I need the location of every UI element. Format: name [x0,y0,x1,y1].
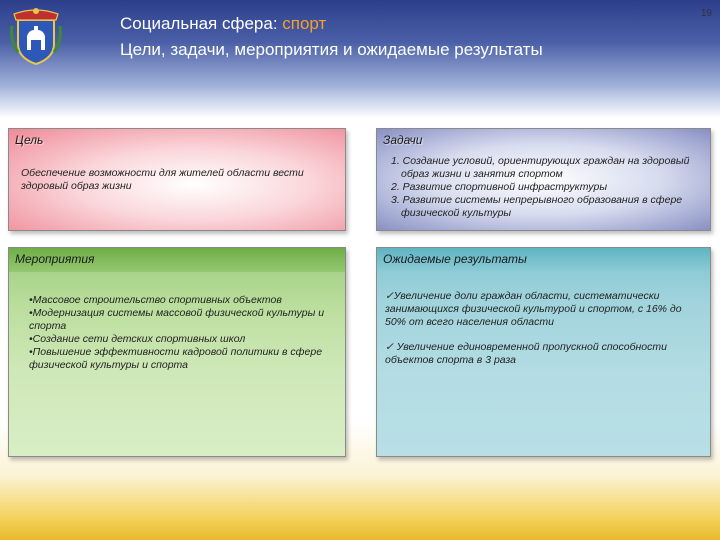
results-heading: Ожидаемые результаты [377,248,710,272]
measure-item-1: •Массовое строительство спортивных объектов [29,294,282,306]
page-number: 19 [700,8,712,19]
page-subtitle: Цели, задачи, мероприятия и ожидаемые результаты [120,40,543,59]
measure-item-2: •Модернизация системы массовой физической культуры и спорта [29,307,325,332]
measures-list [9,272,345,372]
title-accent: спорт [282,14,327,33]
results-list [377,272,710,367]
measure-item-4: •Повышение эффективности кадровой политики в сфере физической культуры и спорта [29,346,323,371]
results-box [376,247,711,457]
task-item-1: 1. Создание условий, ориентирующих граждан на здоровый образ жизни и занятия спортом [391,155,690,180]
task-item-2: 2. Развитие спортивной инфраструктуры [391,181,608,193]
result-item-1: ✓Увеличение доли граждан области, систематически занимающихся физической культурой и спортом, с 16% до 50% от всего населения области [385,290,682,328]
samara-region-coat-of-arms-icon [10,6,62,66]
task-item-3: 3. Развитие системы непрерывного образования в сфере физической культуры [391,194,683,219]
page-title [120,14,326,34]
measures-box [8,247,346,457]
result-item-2: ✓ Увеличение единовременной пропускной способности объектов спорта в 3 раза [385,341,667,366]
measure-item-3: •Создание сети детских спортивных школ [29,333,246,345]
goal-text: Обеспечение возможности для жителей области вести здоровый образ жизни [21,167,304,192]
goal-box [8,128,346,231]
tasks-heading: Задачи [383,133,423,147]
goal-heading: Цель [15,133,44,147]
tasks-list [377,151,710,220]
measures-heading: Мероприятия [9,248,345,272]
tasks-box [376,128,711,231]
title-prefix: Социальная сфера: [120,14,283,33]
